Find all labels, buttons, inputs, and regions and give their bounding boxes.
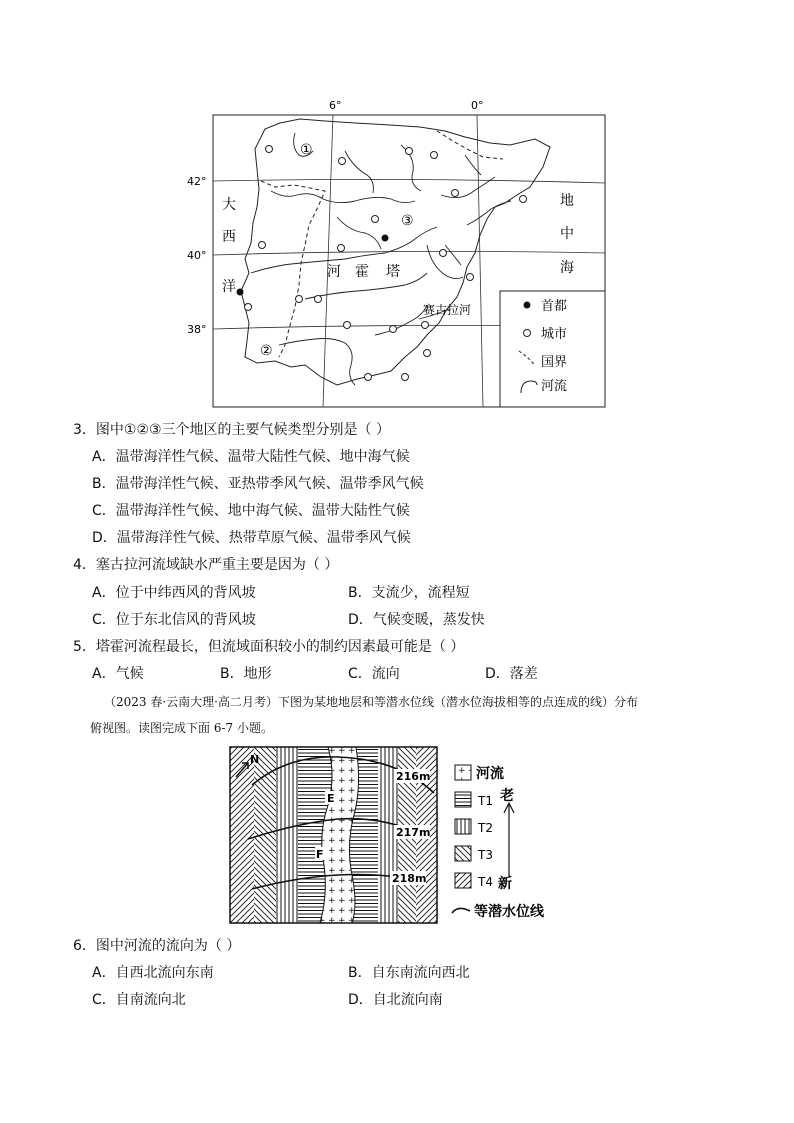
age-arrow-icon bbox=[504, 803, 514, 877]
legend-capital-label: 首都 bbox=[541, 299, 568, 314]
legend-t1-swatch bbox=[455, 792, 471, 807]
question-5-option-a[interactable]: A．气候 bbox=[92, 666, 144, 682]
lat-label-38: 38° bbox=[187, 323, 207, 336]
legend-t2-text: T2 bbox=[478, 821, 493, 835]
point-e-label: E bbox=[327, 792, 335, 805]
question-6-option-a[interactable]: A．自西北流向东南 bbox=[92, 965, 214, 981]
tahe-label-3: 塔 bbox=[386, 264, 400, 280]
contour-218-label: 218m bbox=[392, 872, 427, 885]
lon-label-0: 0° bbox=[471, 99, 484, 112]
legend-t4-text: T4 bbox=[478, 875, 493, 889]
question-3-option-c[interactable]: C．温带海洋性气候、地中海气候、温带大陆性气候 bbox=[92, 503, 410, 519]
question-4-stem: 4．塞古拉河流域缺水严重主要是因为（ ） bbox=[73, 557, 339, 573]
region-1-marker: ① bbox=[300, 142, 313, 158]
question-5-option-c[interactable]: C．流向 bbox=[348, 666, 400, 682]
legend-t4-swatch bbox=[455, 873, 471, 888]
legend-border-label: 国界 bbox=[541, 355, 568, 370]
question-6-option-c[interactable]: C．自南流向北 bbox=[92, 992, 186, 1008]
question-5-stem: 5．塔霍河流程最长，但流域面积较小的制约因素最可能是（ ） bbox=[73, 639, 465, 655]
border-portugal bbox=[261, 181, 325, 357]
strata-diagram bbox=[228, 745, 573, 925]
question-5-option-b[interactable]: B．地形 bbox=[220, 666, 272, 682]
legend-contour-text: 等潜水位线 bbox=[474, 904, 544, 920]
region-2-marker: ② bbox=[260, 343, 273, 359]
legend-contour-symbol bbox=[452, 908, 470, 913]
sea-label-1: 地 bbox=[560, 193, 574, 209]
age-new-label: 新 bbox=[498, 876, 512, 892]
tahe-label-2: 霍 bbox=[355, 264, 369, 280]
saigu-river-label: 赛古拉河 bbox=[423, 303, 472, 317]
parallel-42 bbox=[213, 179, 605, 183]
intro-line-1: （2023 春·云南大理·高二月考）下图为某地地层和等潜水位线（潜水位海拔相等的点连成的线）分布 bbox=[104, 695, 638, 709]
meridian-0 bbox=[477, 115, 483, 407]
lat-label-40: 40° bbox=[187, 249, 207, 262]
band-t2-west bbox=[276, 747, 298, 923]
legend-city-label: 城市 bbox=[541, 327, 568, 342]
capital-lisbon bbox=[237, 289, 244, 296]
north-label: N bbox=[250, 753, 260, 766]
question-3-option-a[interactable]: A．温带海洋性气候、温带大陆性气候、地中海气候 bbox=[92, 449, 410, 465]
question-4-option-c[interactable]: C．位于东北信风的背风坡 bbox=[92, 612, 256, 628]
legend-t3-text: T3 bbox=[478, 848, 493, 862]
question-4-option-d[interactable]: D．气候变暖，蒸发快 bbox=[348, 612, 485, 628]
ocean-label-1: 大 bbox=[222, 197, 236, 213]
legend-t2-swatch bbox=[455, 819, 471, 834]
iberia-map bbox=[187, 95, 607, 410]
question-4-option-a[interactable]: A．位于中纬西风的背风坡 bbox=[92, 585, 256, 601]
band-t4-west bbox=[230, 747, 254, 923]
lon-label-6: 6° bbox=[329, 99, 342, 112]
sea-label-2: 中 bbox=[560, 226, 574, 242]
region-3-marker: ③ bbox=[401, 213, 414, 229]
legend-river-text: 河流 bbox=[476, 766, 504, 782]
question-4-option-b[interactable]: B．支流少，流程短 bbox=[348, 585, 470, 601]
legend-t3-swatch bbox=[455, 846, 471, 861]
question-5-option-d[interactable]: D．落差 bbox=[485, 666, 538, 682]
contour-217-label: 217m bbox=[396, 826, 431, 839]
intro-line-2: 俯视图。读图完成下面 6-7 小题。 bbox=[90, 721, 273, 735]
contour-216-label: 216m bbox=[396, 770, 431, 783]
ocean-label-3: 洋 bbox=[222, 279, 236, 295]
question-3-stem: 3．图中①②③三个地区的主要气候类型分别是（ ） bbox=[73, 422, 391, 438]
border-france bbox=[437, 131, 503, 159]
legend-t1-text: T1 bbox=[478, 794, 493, 808]
sea-label-3: 海 bbox=[560, 260, 574, 276]
parallel-40 bbox=[213, 251, 605, 255]
legend-river-label: 河流 bbox=[541, 379, 568, 394]
city-markers bbox=[245, 146, 527, 381]
ocean-label-2: 西 bbox=[222, 229, 236, 245]
band-t3-west bbox=[254, 747, 276, 923]
question-6-option-b[interactable]: B．自东南流向西北 bbox=[348, 965, 470, 981]
question-6-option-d[interactable]: D．自北流向南 bbox=[348, 992, 443, 1008]
capital-madrid bbox=[382, 235, 389, 242]
legend-city-symbol bbox=[524, 330, 531, 337]
tahe-label-1: 河 bbox=[327, 264, 341, 280]
legend-river-swatch bbox=[455, 765, 471, 780]
age-old-label: 老 bbox=[500, 788, 514, 804]
lat-label-42: 42° bbox=[187, 175, 207, 188]
question-3-option-b[interactable]: B．温带海洋性气候、亚热带季风气候、温带季风气候 bbox=[92, 476, 424, 492]
question-6-stem: 6．图中河流的流向为（ ） bbox=[73, 938, 241, 954]
legend-capital-symbol bbox=[524, 302, 531, 309]
question-3-option-d[interactable]: D．温带海洋性气候、热带草原气候、温带季风气候 bbox=[92, 530, 411, 546]
point-f-label: F bbox=[316, 848, 324, 861]
